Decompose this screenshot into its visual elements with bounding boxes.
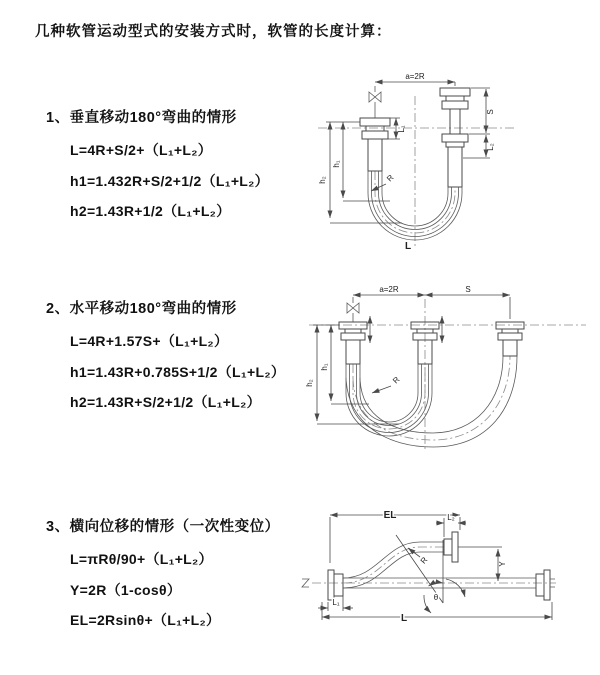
dim-label-h1: h₁ [320, 363, 329, 371]
section-3-heading [46, 515, 280, 536]
valve-icon [369, 86, 381, 118]
dimension-h1 [326, 122, 390, 201]
section-horizontal-movement [46, 297, 285, 418]
section-1-number: 1、 [46, 110, 70, 126]
page-title: 几种软管运动型式的安装方式时，软管的长度计算： [35, 24, 392, 40]
section-lateral-displacement [46, 515, 280, 636]
braided-hose-section [368, 139, 382, 171]
dim-label-s: S [486, 109, 495, 115]
dim-label-l: L [400, 613, 408, 624]
centerlines [318, 96, 515, 246]
section-2-title: 水平移动180°弯曲的情形 [69, 301, 237, 317]
braided-hose-section [346, 340, 360, 364]
formula-line: h2=1.43R+1/2（L₁+L₂） [70, 203, 231, 219]
dim-label-h2: h₂ [305, 379, 314, 387]
left-fitting [360, 118, 390, 171]
formula-line: Y=2R（1-cosθ） [70, 581, 182, 598]
right-fitting [496, 322, 524, 356]
dimension-l1 [318, 592, 353, 611]
radius-leader [372, 375, 402, 393]
dim-label-el: EL [383, 510, 397, 521]
section-1-title: 垂直移动180°弯曲的情形 [69, 110, 237, 126]
formula-line: L=4R+S/2+（L₁+L₂） [70, 142, 213, 158]
dim-label-a2r: a=2R [379, 285, 399, 294]
dim-label-a2r: a=2R [405, 72, 425, 81]
left-flange [328, 570, 343, 600]
section-1-formulas [70, 135, 269, 227]
dimension-span [375, 72, 455, 86]
dim-label-l2: L₂ [486, 143, 495, 151]
formula-line: EL=2Rsinθ+（L₁+L₂） [70, 612, 221, 628]
dim-label-l1: L₁ [332, 598, 340, 607]
radius-label: R [418, 555, 430, 566]
dim-label-h1: h₁ [332, 160, 341, 168]
section-2-heading [46, 297, 285, 318]
formula-line: h1=1.43R+0.785S+1/2（L₁+L₂） [70, 363, 286, 380]
length-label: L [404, 241, 412, 252]
right-flange-lower [536, 570, 555, 600]
section-3-title: 横向位移的情形（一次性变位） [69, 519, 280, 535]
dimension-span [353, 285, 425, 295]
section-2-formulas [70, 326, 285, 418]
dimension-el [330, 510, 460, 566]
dimension-s [425, 285, 510, 319]
section-3-formulas [70, 544, 280, 636]
hose-s-curve-position2 [343, 542, 444, 588]
diagram-vertical-180-bend [310, 68, 595, 263]
right-fitting [440, 88, 470, 187]
braided-hose-section [448, 147, 462, 187]
centerline-break-icon [302, 579, 309, 587]
section-2-number: 2、 [46, 301, 70, 317]
formula-line: L=πRθ/90+（L₁+L₂） [70, 551, 213, 567]
dim-label-h2: h₂ [318, 176, 327, 184]
section-1-heading [46, 106, 269, 127]
valve-icon [347, 297, 359, 322]
formula-line: h1=1.432R+S/2+1/2（L₁+L₂） [70, 172, 269, 189]
dimension-l2 [436, 513, 466, 537]
right-flange-upper [444, 532, 458, 562]
diagram-horizontal-180-bend [303, 283, 593, 463]
angle-label: θ [433, 593, 439, 602]
dim-label-s: S [465, 285, 471, 294]
braided-hose-section [503, 340, 517, 356]
dimension-y [458, 547, 507, 581]
section-3-number: 3、 [46, 519, 70, 535]
dimension-l1 [388, 118, 406, 139]
dim-label-l2: L₂ [447, 513, 455, 522]
hose-u-bend-position1 [346, 364, 432, 436]
diagram-lateral-displacement [298, 503, 593, 648]
dimension-l [322, 602, 552, 624]
radius-label: R [391, 375, 402, 386]
dim-label-l1: L₁ [397, 125, 406, 133]
formula-line: L=4R+1.57S+（L₁+L₂） [70, 333, 229, 349]
formula-line: h2=1.43R+S/2+1/2（L₁+L₂） [70, 394, 261, 410]
dimension-l2 [486, 135, 495, 157]
dimension-h2 [318, 122, 402, 223]
radius-label: R [385, 173, 396, 184]
left-fitting [339, 322, 367, 364]
section-vertical-movement [46, 106, 269, 227]
dim-label-y: Y [498, 561, 507, 567]
